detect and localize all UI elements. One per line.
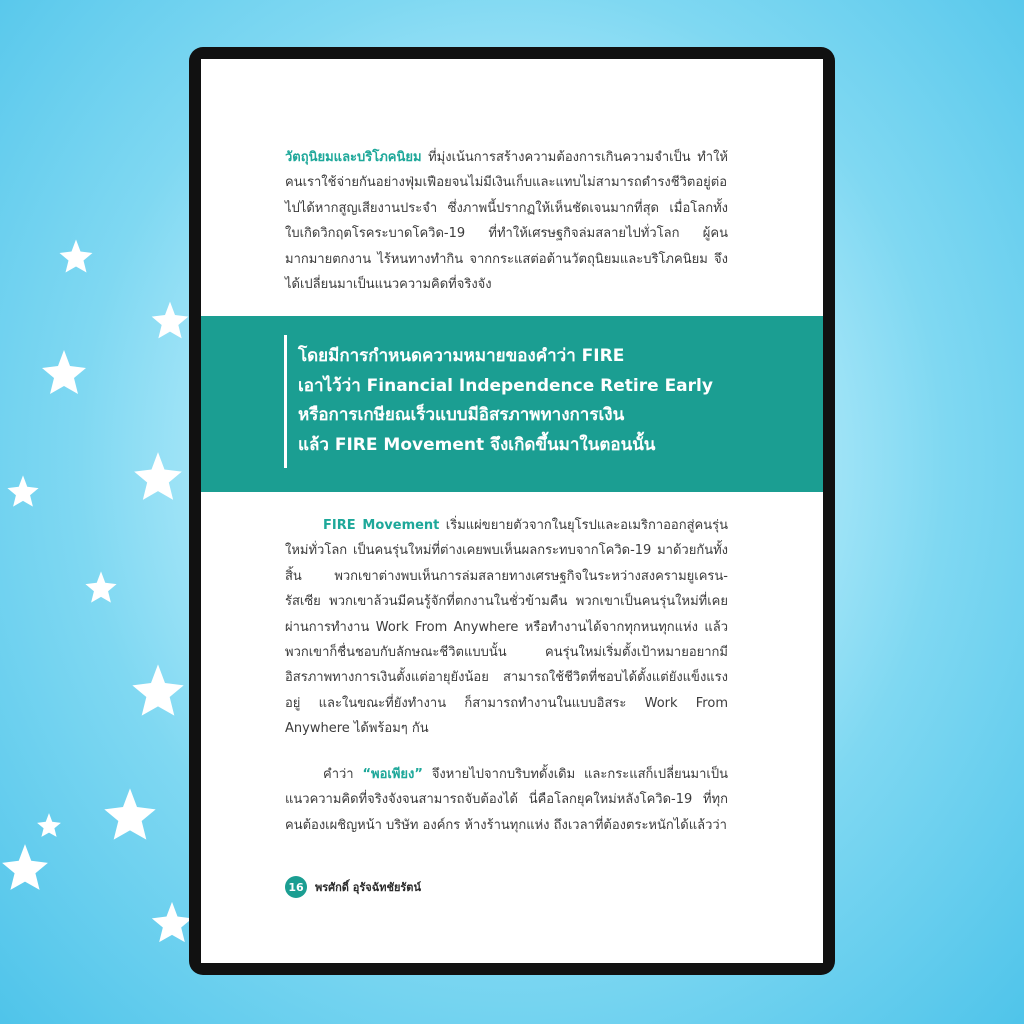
paragraph-text: ที่มุ่งเน้นการสร้างความต้องการเกินความจำเป็น ทำให้คนเราใช้จ่ายกันอย่างฟุ่มเฟือยจนไม่มีเงินเก็บและแทบไม่สามารถดำรงชีวิตอยู่ต่อไปได้หากสูญเสียงานประจำ ซึ่งภาพนี้ปรากฏให้เห็นชัดเจนมากที่สุด เมื่อโลกทั้งใบเกิดวิกฤตโรคระบาดโควิด-19 ที่ทำให้เศรษฐกิจล่มสลายไปทั่วโลก ผู้คนมากมายตกงาน ไร้หนทางทำกิน จากกระแสต่อต้านวัตถุนิยมและบริโภคนิยม จึงได้เปลี่ยนมาเป็นแนวความคิดที่จริงจัง — [285, 150, 728, 293]
quote-line: เอาไว้ว่า Financial Independence Retire Early — [298, 375, 713, 396]
book-page-frame — [189, 47, 835, 975]
star-icon — [150, 300, 190, 340]
quote-bar — [284, 335, 287, 468]
highlight-term: “พอเพียง” — [362, 767, 423, 782]
highlight-term: FIRE Movement — [323, 518, 440, 533]
quote-text — [298, 342, 818, 460]
star-icon — [150, 900, 194, 944]
quote-line: แล้ว FIRE Movement จึงเกิดขึ้นมาในตอนนั้น — [298, 434, 656, 455]
quote-line: โดยมีการกำหนดความหมายของคำว่า FIRE — [298, 346, 625, 366]
page-number-badge: 16 — [285, 876, 307, 898]
star-icon — [40, 348, 88, 396]
star-icon — [84, 570, 118, 604]
paragraph-materialism — [285, 145, 728, 297]
paragraph-prefix: คำว่า — [323, 767, 363, 782]
star-icon — [130, 662, 186, 718]
quote-line: หรือการเกษียณเร็วแบบมีอิสรภาพทางการเงิน — [298, 405, 625, 425]
author-name: พรศักดิ์ อุรัจฉัทชัยรัตน์ — [315, 881, 421, 894]
star-icon — [36, 812, 62, 838]
paragraph-sufficiency — [285, 762, 728, 838]
book-page — [201, 59, 823, 963]
star-icon — [6, 474, 40, 508]
page-footer — [285, 875, 421, 899]
quote-band — [201, 316, 823, 492]
paragraph-text: จึงหายไปจากบริบทดั้งเดิม และกระแสก็เปลี่ยนมาเป็นแนวความคิดที่จริงจังจนสามารถจับต้องได้ นี่คือโลกยุคใหม่หลังโควิด-19 ที่ทุกคนต้องเผชิญหน้า บริษัท องค์กร ห้างร้านทุกแห่ง ถึงเวลาที่ต้องตระหนักได้แล้วว่า — [285, 767, 728, 833]
star-icon — [0, 842, 50, 892]
paragraph-fire-movement — [285, 513, 728, 742]
star-icon — [102, 786, 158, 842]
highlight-term: วัตถุนิยมและบริโภคนิยม — [285, 150, 422, 165]
paragraph-text: เริ่มแผ่ขยายตัวจากในยุโรปและอเมริกาออกสู่คนรุ่นใหม่ทั่วโลก เป็นคนรุ่นใหม่ที่ต่างเคยพบเห็นผลกระทบจากโควิด-19 มาด้วยกันทั้งสิ้น พวกเขาต่างพบเห็นการล่มสลายทางเศรษฐกิจในระหว่างสงครามยูเครน-รัสเซีย พวกเขาล้วนมีคนรู้จักที่ตกงานในชั่วข้ามคืน พวกเขาเป็นคนรุ่นใหม่ที่เคยผ่านการทำงาน Work From Anywhere หรือทำงานได้จากทุกหนทุกแห่ง แล้วพวกเขาก็ชื่นชอบกับลักษณะชีวิตแบบนั้น คนรุ่นใหม่เริ่มตั้งเป้าหมายอยากมีอิสรภาพทางการเงินตั้งแต่อายุยังน้อย สามารถใช้ชีวิตที่ชอบได้ตั้งแต่ยังแข็งแรงอยู่ และในขณะที่ยังทำงาน ก็สามารถทำงานในแบบอิสระ Work From Anywhere ได้พร้อมๆ กัน — [285, 518, 728, 737]
star-icon — [58, 238, 94, 274]
star-icon — [132, 450, 184, 502]
